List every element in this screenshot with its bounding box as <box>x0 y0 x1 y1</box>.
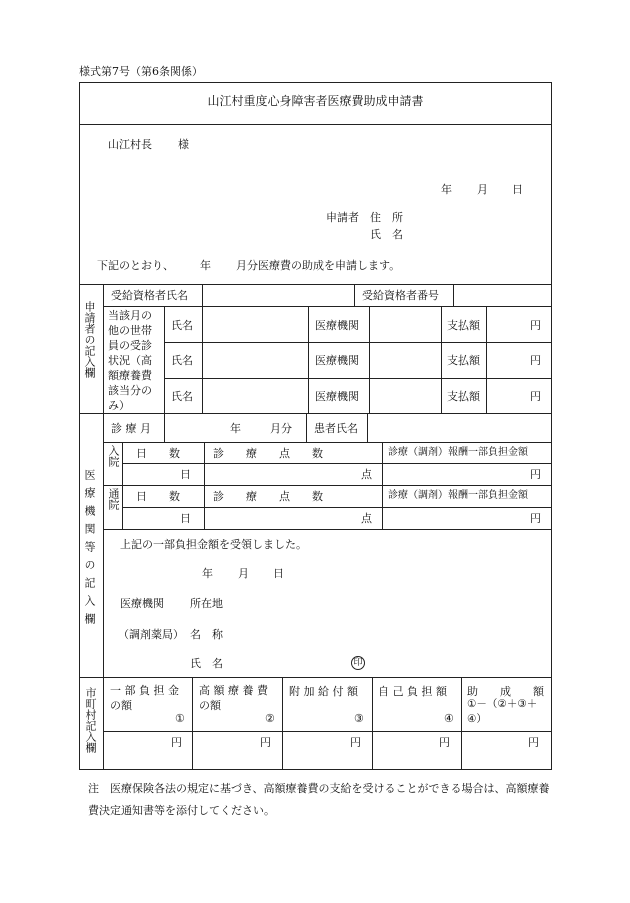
row1-name-label: 氏名 <box>171 319 193 332</box>
col1-label: 一 部 負 担 金 の額 <box>110 684 179 712</box>
date-day-label: 日 <box>512 183 523 196</box>
outpatient-label: 通院 <box>107 488 120 510</box>
line <box>164 342 551 343</box>
line <box>122 463 551 464</box>
statement-year: 年 <box>200 259 211 272</box>
form-number: 様式第7号（第6条関係） <box>79 65 203 78</box>
medical-divider <box>80 677 551 678</box>
pharmacy-label: （調剤薬局） <box>118 628 184 641</box>
header-divider <box>80 284 551 285</box>
line <box>308 306 309 413</box>
outpatient-point-unit: 点 <box>361 512 372 525</box>
outpatient-points-label: 診 療 点 数 <box>213 490 323 503</box>
title-divider <box>80 124 551 125</box>
col4-mark: ④ <box>444 712 454 725</box>
line <box>103 485 551 486</box>
row2-institution-label: 医療機関 <box>315 354 359 367</box>
col2-label: 高 額 療 養 費 の額 <box>199 684 268 712</box>
col1-yen: 円 <box>171 736 182 749</box>
consult-month-unit: 月分 <box>270 422 292 435</box>
signer-name-label: 氏 名 <box>190 657 223 670</box>
line <box>103 731 551 732</box>
line <box>354 284 355 306</box>
inpatient-copay-label: 診療（調剤）報酬一部負担金額 <box>388 447 528 458</box>
col4-yen: 円 <box>439 736 450 749</box>
col3-label: 附 加 給 付 額 <box>289 685 358 698</box>
footnote: 注 医療保険各法の規定に基づき、高額療養費の支給を受けることができる場合は、高額療養費決定通知書等を添付してください。 <box>88 782 550 817</box>
outpatient-copay-label: 診療（調剤）報酬一部負担金額 <box>388 490 528 501</box>
patient-name-label: 患者氏名 <box>314 422 358 435</box>
address-label: 住 所 <box>370 211 403 224</box>
institution-label: 医療機関 <box>120 597 164 610</box>
household-note: 当該月の他の世帯員の受診状況（高額療養費該当分のみ） <box>108 309 152 412</box>
application-form <box>79 82 552 770</box>
line <box>204 442 205 529</box>
col5-yen: 円 <box>528 736 539 749</box>
line <box>306 413 307 442</box>
applicant-divider <box>80 413 551 414</box>
row1-payment-label: 支払額 <box>447 319 480 332</box>
village-side-label: 市町村記入欄 <box>84 687 97 753</box>
line <box>441 306 442 413</box>
col5-label: 助 成 額 <box>467 685 544 698</box>
receipt-statement: 上記の一部負担金額を受領しました。 <box>120 538 307 551</box>
line <box>369 306 370 413</box>
row2-name-label: 氏名 <box>171 354 193 367</box>
line <box>202 306 203 413</box>
line <box>382 442 383 529</box>
receipt-year: 年 <box>202 567 213 580</box>
consult-month-label: 診 療 月 <box>111 422 151 435</box>
honorific: 様 <box>178 138 189 151</box>
line <box>164 378 551 379</box>
col4-label: 自 己 負 担 額 <box>378 685 447 698</box>
row3-name-label: 氏名 <box>171 390 193 403</box>
col1-mark: ① <box>175 712 185 725</box>
receipt-month: 月 <box>238 567 249 580</box>
inpatient-day-unit: 日 <box>180 468 191 481</box>
line <box>453 284 454 306</box>
date-month-label: 月 <box>477 183 488 196</box>
line <box>164 306 165 413</box>
form-title: 山江村重度心身障害者医療費助成申請書 <box>207 94 424 108</box>
col3-mark: ③ <box>354 712 364 725</box>
col2-yen: 円 <box>260 736 271 749</box>
inpatient-point-unit: 点 <box>361 468 372 481</box>
line <box>192 677 193 769</box>
row3-payment-label: 支払額 <box>447 390 480 403</box>
row2-yen: 円 <box>530 354 541 367</box>
inpatient-yen: 円 <box>530 468 541 481</box>
seal-mark: 印 <box>351 656 365 670</box>
date-year-label: 年 <box>441 183 452 196</box>
line <box>202 284 203 306</box>
name-label: 氏 名 <box>370 228 403 241</box>
col2-mark: ② <box>265 712 275 725</box>
consult-year-label: 年 <box>230 422 241 435</box>
col3-yen: 円 <box>350 736 361 749</box>
addressee: 山江村長 <box>108 138 152 151</box>
outpatient-days-label: 日 数 <box>136 490 180 503</box>
col5-mark: ①－（②＋③＋④） <box>467 698 538 725</box>
location-label: 所在地 <box>190 597 223 610</box>
inpatient-label: 入院 <box>107 445 120 467</box>
row3-yen: 円 <box>530 390 541 403</box>
statement-suffix: 月分医療費の助成を申請します。 <box>236 259 401 272</box>
line <box>122 507 551 508</box>
inpatient-days-label: 日 数 <box>136 447 180 460</box>
line <box>103 442 551 443</box>
line <box>367 413 368 442</box>
row1-institution-label: 医療機関 <box>315 319 359 332</box>
beneficiary-number-label: 受給資格者番号 <box>362 289 439 302</box>
line <box>103 529 551 530</box>
applicant-side-label: 申請者の記入欄 <box>83 301 96 378</box>
beneficiary-row-bottom <box>103 306 551 307</box>
line <box>461 677 462 769</box>
applicant-label: 申請者 <box>326 211 359 224</box>
inpatient-points-label: 診 療 点 数 <box>213 447 323 460</box>
row2-payment-label: 支払額 <box>447 354 480 367</box>
outpatient-yen: 円 <box>530 512 541 525</box>
line <box>372 677 373 769</box>
outpatient-day-unit: 日 <box>180 512 191 525</box>
medical-side-label: 医療機関等の記入欄 <box>83 469 96 631</box>
side-column-divider <box>103 284 104 677</box>
statement-prefix: 下記のとおり、 <box>97 259 174 272</box>
row3-institution-label: 医療機関 <box>315 390 359 403</box>
row1-yen: 円 <box>530 319 541 332</box>
receipt-day: 日 <box>273 567 284 580</box>
line <box>103 677 104 769</box>
beneficiary-name-label: 受給資格者氏名 <box>111 289 188 302</box>
line <box>486 306 487 413</box>
line <box>164 413 165 442</box>
line <box>282 677 283 769</box>
org-name-label: 名 称 <box>190 628 223 641</box>
